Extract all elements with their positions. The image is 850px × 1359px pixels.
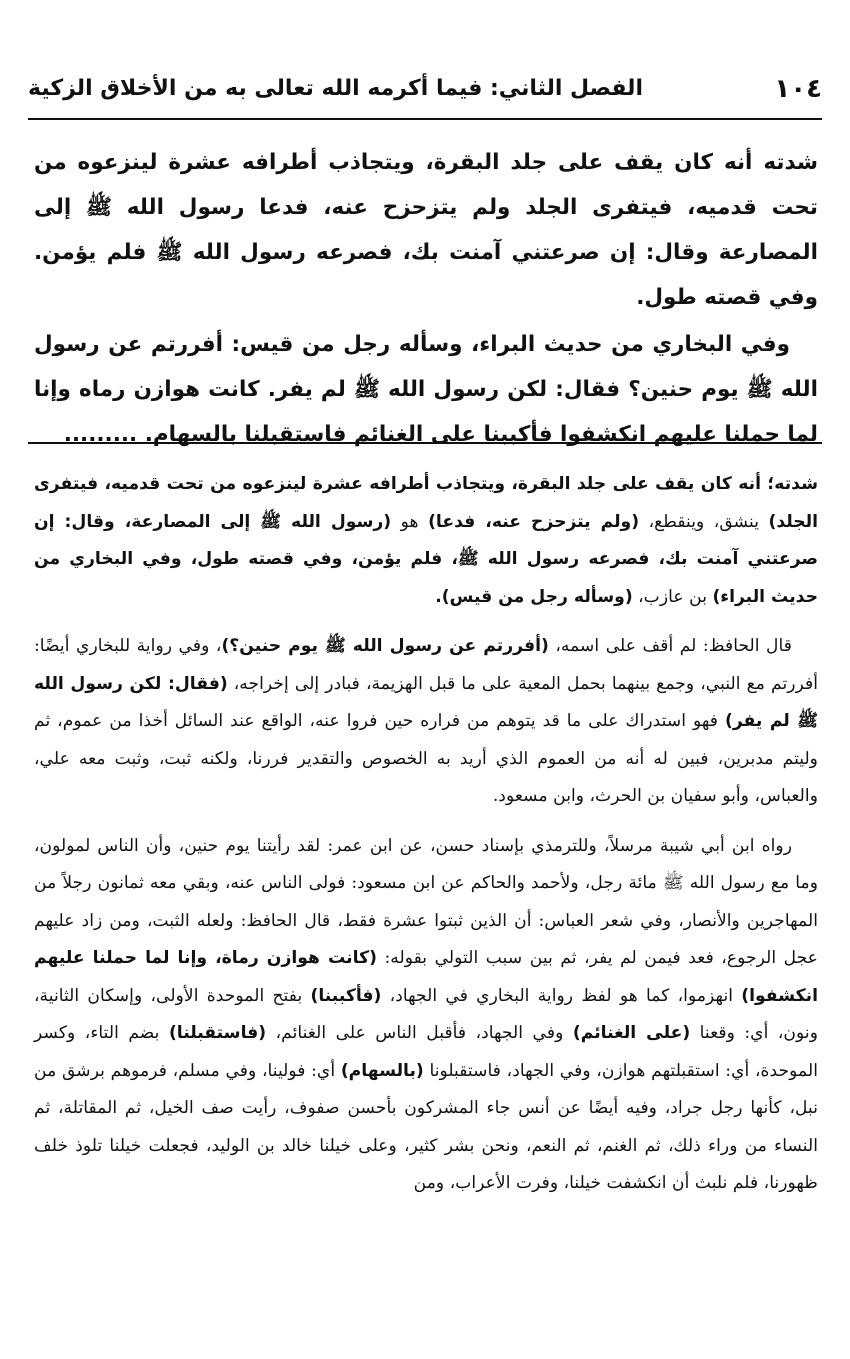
gloss: بن عازب، — [632, 586, 713, 607]
gloss: بضم التاء، وكسر الموحدة، أي: استقبلتهم هوازن، وفي الجهاد، فاستقبلونا — [34, 1023, 819, 1081]
commentary-paragraph — [34, 466, 818, 616]
quoted-text: (رسول الله ﷺ إلى المصارعة، وقال: إن صرعتني آمنت بك، فصرعه رسول الله ﷺ، فلم يؤمن، وفي قصته طول، وفي البخاري من حديث البراء) — [34, 511, 818, 607]
chapter-title: الفصل الثاني: فيما أكرمه الله تعالى به من الأخلاق الزكية — [28, 76, 643, 101]
page-header — [28, 66, 822, 120]
commentary — [34, 466, 818, 1203]
main-text-paragraph: وفي البخاري من حديث البراء، وسأله رجل من قيس: أفررتم عن رسول الله ﷺ يوم حنين؟ فقال: لكن رسول الله ﷺ لم يفر. كانت هوازن رماه وإنا لما حملنا عليهم انكشفوا فأكببنا على الغنائم فاستقبلنا بالسهام. ......... — [34, 332, 818, 447]
quoted-text: (بالسهام) — [340, 1060, 424, 1081]
gloss: أي: فولينا، وفي مسلم، فرموهم برشق من نبل، كأنها رجل جراد، وفيه أيضًا عن أنس جاء المشركون بأحسن صفوف، رأيت صف الخيل، ثم المقاتلة، ثم النساء من وراء ذلك، ثم الغنم، ثم النعم، ونحن بشر كثير، وعلى خيلنا خالد بن الوليد، فجعلت خيلنا تلوذ خلف ظهورنا، فلم نلبث أن انكشفت خيلنا، وفرت الأعراب، ومن — [34, 1060, 818, 1193]
page-number: ١٠٤ — [774, 74, 822, 104]
quoted-text: (وسأله رجل من قيس). — [435, 586, 633, 607]
main-text-paragraph: شدته أنه كان يقف على جلد البقرة، ويتجاذب أطرافه عشرة لينزعوه من تحت قدميه، فيتفرى الجلد ولم يتزحزح عنه، فدعا رسول الله ﷺ إلى المصارعة وقال: إن صرعتني آمنت بك، فصرعه رسول الله ﷺ فلم يؤمن. وفي قصته طول. — [34, 150, 818, 310]
quoted-text: (فقال: لكن رسول الله ﷺ لم يفر) — [34, 673, 818, 731]
quoted-text: شدته؛ أنه كان يقف على جلد البقرة، ويتجاذب أطرافه عشرة لينزعوه من تحت قدميه، — [104, 474, 818, 494]
quoted-text: (أفررتم عن رسول الله ﷺ يوم حنين؟) — [221, 636, 549, 656]
gloss: وفي الجهاد، فأقبل الناس على الغنائم، — [266, 1023, 573, 1043]
gloss: انهزموا، كما هو لفظ رواية البخاري في الجهاد، — [381, 985, 742, 1006]
quoted-text: (فاستقبلنا) — [168, 1023, 267, 1043]
gloss: ، وفي رواية للبخاري أيضًا: أفررتم مع النبي، وجمع بينهما بحمل المعية على ما قبل الهزيمة، فبادر إلى إخراجه، — [34, 636, 819, 694]
main-text — [34, 140, 818, 457]
quoted-text: فيتفرى الجلد) — [34, 474, 819, 532]
gloss: بفتح الموحدة الأولى، وإسكان الثانية، ونون، أي: وقعنا — [34, 985, 819, 1043]
quoted-text: (ولم يتزحزح عنه، فدعا) — [428, 511, 640, 532]
commentary-paragraph — [34, 628, 818, 816]
quoted-text: (فأكببنا) — [310, 985, 382, 1006]
gloss: قال الحافظ: لم أقف على اسمه، — [548, 636, 793, 656]
quoted-text: (على الغنائم) — [572, 1023, 691, 1043]
quoted-text: (كانت هوازن رماة، وإنا لما حملنا عليهم انكشفوا) — [34, 948, 818, 1006]
gloss: هو — [391, 511, 429, 532]
gloss: رواه ابن أبي شيبة مرسلاً، وللترمذي بإسناد حسن، عن ابن عمر: لقد رأيتنا يوم حنين، وأن الناس لمولون، وما مع رسول الله ﷺ مائة رجل، ولأحمد والحاكم عن ابن مسعود: فولى الناس عنه، وبقي معه ثمانون رجلاً من المهاجرين والأنصار، وفي شعر العباس: أن الذين ثبتوا عشرة فقط، قال الحافظ: ولعله الثبت، ومن زاد عليهم عجل الرجوع، فعد فيمن لم يفر، ثم بين سبب التولي بقوله: — [34, 835, 819, 968]
gloss: فهو استدراك على ما قد يتوهم من فراره حين فروا عنه، الواقع عند السائل أخذا من عموم، ثم وليتم مدبرين، فبين له أنه من العموم الذي أريد به الخصوص والتقدير فررنا، ولكنه ثبت، وثبت معه علي، والعباس، وأبو سفيان بن الحرث، وابن مسعود. — [34, 711, 818, 806]
commentary-paragraph — [34, 828, 818, 1203]
header-divider — [28, 118, 822, 120]
gloss: ينشق، وينقطع، — [639, 511, 769, 532]
text-commentary-divider — [28, 442, 822, 444]
